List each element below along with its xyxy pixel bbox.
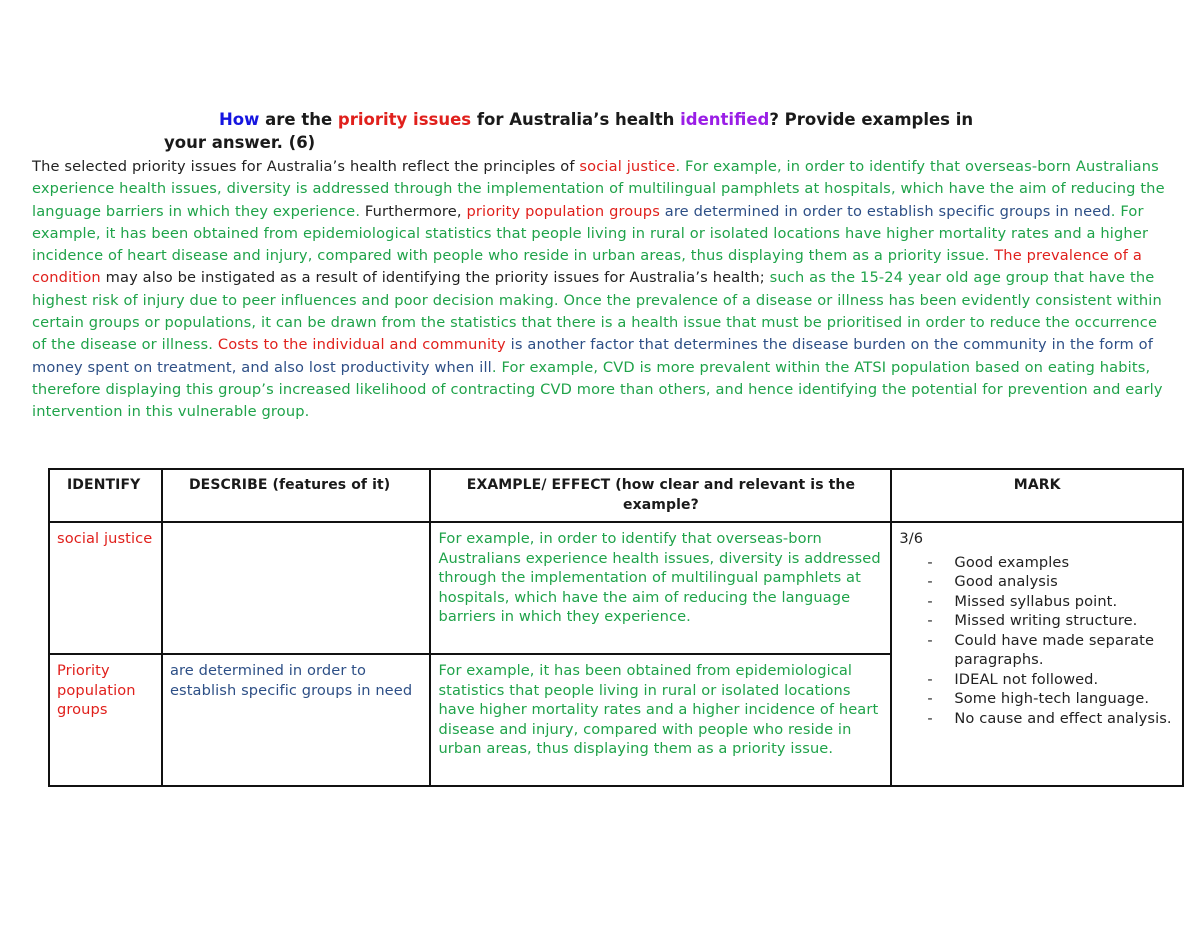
cell-example: For example, it has been obtained from epidemiological statistics that people living in rural or isolated locations have higher mortality rates and a higher incidence of heart disease and injury, compared with people who reside in urban areas, thus displaying them as a priority issue. [430, 654, 891, 786]
heading-identified: identified [680, 110, 770, 129]
header-describe: DESCRIBE (features of it) [162, 469, 431, 522]
mark-comment: - No cause and effect analysis. [899, 709, 1175, 729]
essay-s10: such as the 15-24 year old age group that have the highest risk of injury due to peer influences and poor decision making. Once the prevalence of a disease or illness has been evidently consistent within certain groups or populations, it can be drawn from the statistics that there is a health issue that must be prioritised in order to reduce the occurrence of the disease or illness. [32, 269, 1162, 354]
essay-social-justice: social justice [579, 158, 676, 175]
cell-example: For example, in order to identify that overseas-born Australians experience health issues, diversity is addressed through the implementation of multilingual pamphlets at hospitals, which have the aim of reducing the language barriers in which they experience. [430, 522, 891, 654]
header-mark: MARK [891, 469, 1183, 522]
mark-comment: - Good analysis [899, 572, 1175, 592]
essay-paragraph [32, 156, 1172, 424]
cell-describe: are determined in order to establish specific groups in need [162, 654, 431, 786]
mark-score: 3/6 [899, 530, 924, 547]
essay-costs: Costs to the individual and community [213, 336, 506, 354]
essay-s13: . For example, CVD is more prevalent within the ATSI population based on eating habits, therefore displaying this group’s increased likelihood of contracting CVD more than others, and hence identifying the potential for prevention and early intervention in this vulnerable group. [32, 358, 1163, 421]
mark-comments-list [899, 553, 1175, 729]
marking-table [48, 468, 1184, 787]
mark-comment: - Some high-tech language. [899, 689, 1175, 709]
mark-comment: - IDEAL not followed. [899, 670, 1175, 690]
table-header-row [49, 469, 1183, 522]
essay-s3: . For example, in order to identify that overseas-born Australians experience health issues, diversity is addressed through the implementation of multilingual pamphlets at hospitals, which have the aim of reducing the language barriers in which they experience. [32, 158, 1165, 220]
question-line-2: your answer. (6) [164, 133, 316, 152]
essay-priority-groups: priority population groups [466, 202, 660, 220]
heading-are-the: are the [259, 110, 338, 129]
essay-s9: may also be instigated as a result of identifying the priority issues for Australia’s health; [100, 269, 765, 287]
heading-how: How [219, 110, 260, 129]
question-heading [164, 108, 1064, 154]
table-row [49, 522, 1183, 654]
essay-s1: The selected priority issues for Australia’s health reflect the principles of [32, 158, 580, 175]
cell-mark [891, 522, 1183, 786]
cell-describe [162, 522, 431, 654]
header-example: EXAMPLE/ EFFECT (how clear and relevant is the example? [430, 469, 891, 522]
question-line-1 [164, 108, 1064, 131]
essay-s7: . For example, it has been obtained from epidemiological statistics that people living in rural or isolated locations have higher mortality rates and a higher incidence of heart disease and injury, compared with people who reside in urban areas, thus displaying them as a priority issue. [32, 202, 1149, 265]
essay-prevalence: The prevalence of a condition [32, 247, 1142, 287]
mark-comment: - Good examples [899, 553, 1175, 573]
header-identify: IDENTIFY [49, 469, 162, 522]
heading-priority-issues: priority issues [337, 110, 472, 129]
essay-s4: Furthermore, [360, 202, 467, 220]
heading-provide: ? Provide examples in [769, 110, 974, 129]
mark-comment: - Missed writing structure. [899, 611, 1175, 631]
essay-s6: are determined in order to establish specific groups in need [659, 202, 1111, 220]
heading-for-australia: for Australia’s health [471, 110, 681, 129]
mark-comment: - Could have made separate paragraphs. [899, 631, 1175, 670]
cell-identify: social justice [49, 522, 162, 654]
essay-s12: is another factor that determines the disease burden on the community in the form of money spent on treatment, and also lost productivity when ill [32, 336, 1153, 376]
cell-identify: Priority population groups [49, 654, 162, 786]
mark-comment: - Missed syllabus point. [899, 592, 1175, 612]
